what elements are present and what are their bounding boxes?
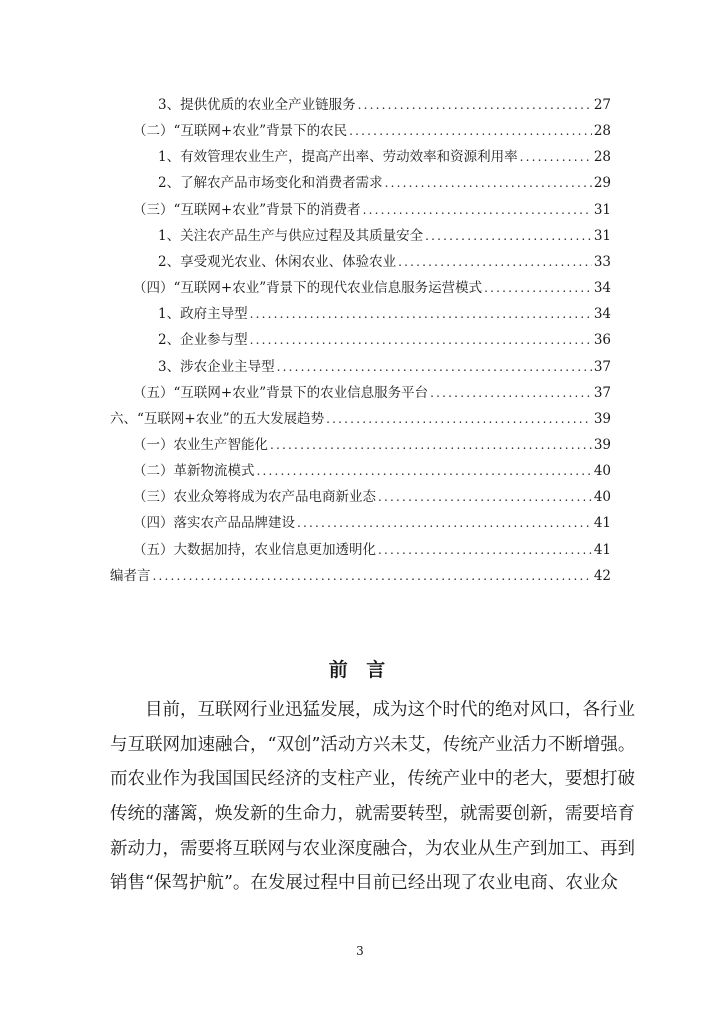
preface-title: 前 言: [328, 659, 392, 681]
toc-entry-title: 1、关注农产品生产与供应过程及其质量安全: [158, 227, 424, 244]
toc-leader-dots: [326, 413, 592, 425]
toc-entry[interactable]: [133, 193, 611, 219]
preface-line: 传统的藩篱，焕发新的生命力，就需要转型，就需要创新，需要培育: [110, 804, 635, 825]
toc-leader-dots: [398, 256, 592, 268]
toc-entry[interactable]: [158, 166, 611, 192]
toc-entry-title: 2、企业参与型: [158, 332, 248, 349]
toc-leader-dots: [358, 99, 592, 111]
toc-leader-dots: [270, 439, 592, 451]
toc-leader-dots: [425, 230, 592, 242]
toc-entry[interactable]: [133, 428, 611, 454]
toc-entry-title: （五）“互联网+农业”背景下的农业信息服务平台: [133, 384, 429, 401]
toc-entry-title: （二）革新物流模式: [133, 463, 255, 480]
preface-line: 与互联网加速融合，“双创”活动方兴未艾，传统产业活力不断增强。: [110, 734, 636, 755]
toc-entry-page: 34: [593, 306, 611, 323]
toc-entry-title: 2、了解农产品市场变化和消费者需求: [158, 175, 383, 192]
preface-line: 而农业作为我国国民经济的支柱产业，传统产业中的老大，要想打破: [110, 769, 635, 790]
toc-entry-page: 28: [593, 149, 611, 166]
preface-line: 新动力，需要将互联网与农业深度融合，为农业从生产到加工、再到: [110, 838, 635, 859]
toc-leader-dots: [153, 570, 592, 582]
toc-entry-title: （一）农业生产智能化: [133, 436, 268, 453]
toc-leader-dots: [484, 282, 592, 294]
toc-entry-page: 40: [593, 489, 611, 506]
preface-line: 销售“保驾护航”。在发展过程中目前已经出现了农业电商、农业众: [110, 873, 618, 894]
toc-leader-dots: [250, 308, 592, 320]
toc-entry-title: 编者言: [110, 567, 151, 584]
preface-line: 目前，互联网行业迅猛发展，成为这个时代的绝对风口，各行业: [145, 700, 635, 720]
page-number: 3: [356, 944, 364, 958]
toc-entry[interactable]: [158, 140, 611, 166]
toc-entry-title: （三）农业众筹将成为农产品电商新业态: [133, 489, 376, 506]
toc-entry[interactable]: [158, 323, 611, 349]
toc-leader-dots: [349, 125, 592, 137]
toc-entry[interactable]: [158, 88, 611, 114]
toc-entry-page: 36: [593, 332, 611, 349]
toc-leader-dots: [250, 334, 592, 346]
toc-entry-page: 41: [593, 541, 611, 558]
toc-entry-title: 3、涉农企业主导型: [158, 358, 275, 375]
toc-entry[interactable]: [158, 297, 611, 323]
toc-leader-dots: [430, 387, 592, 399]
toc-leader-dots: [277, 361, 592, 373]
toc-entry[interactable]: [133, 533, 611, 559]
toc-leader-dots: [363, 204, 592, 216]
toc-entry[interactable]: [133, 271, 611, 297]
toc-entry-page: 41: [593, 515, 611, 532]
toc-entry[interactable]: [133, 114, 611, 140]
toc-entry-page: 31: [593, 201, 611, 218]
toc-entry-page: 39: [593, 436, 611, 453]
toc-leader-dots: [297, 517, 592, 529]
toc-entry[interactable]: [158, 245, 611, 271]
toc-leader-dots: [385, 177, 592, 189]
toc-entry[interactable]: [133, 506, 611, 532]
toc-entry-title: （四）“互联网+农业”背景下的现代农业信息服务运营模式: [133, 280, 483, 297]
toc-entry-page: 37: [593, 358, 611, 375]
toc-entry[interactable]: [133, 454, 611, 480]
toc-entry-page: 40: [593, 463, 611, 480]
toc-entry-page: 34: [593, 280, 611, 297]
toc-leader-dots: [520, 151, 592, 163]
toc-entry-title: 六、“互联网+农业”的五大发展趋势: [110, 410, 325, 427]
toc-entry-title: （五）大数据加持，农业信息更加透明化: [133, 541, 376, 558]
toc-entry-page: 33: [593, 253, 611, 270]
preface-body: [110, 693, 636, 901]
toc-leader-dots: [378, 491, 592, 503]
toc-entry-title: 1、有效管理农业生产，提高产出率、劳动效率和资源利用率: [158, 149, 518, 166]
toc-entry[interactable]: [158, 219, 611, 245]
toc-entry-title: （四）落实农产品品牌建设: [133, 515, 295, 532]
toc-entry[interactable]: [110, 402, 611, 428]
toc-entry[interactable]: [110, 559, 611, 585]
toc-entry[interactable]: [133, 480, 611, 506]
toc-entry-page: 29: [593, 175, 611, 192]
toc-leader-dots: [257, 465, 592, 477]
toc-entry-title: 2、享受观光农业、休闲农业、体验农业: [158, 253, 397, 270]
toc-leader-dots: [378, 544, 592, 556]
toc-entry-page: 27: [593, 97, 611, 113]
toc-entry-title: （三）“互联网+农业”背景下的消费者: [133, 201, 361, 218]
toc-entry[interactable]: [133, 376, 611, 402]
toc-entry-title: 1、政府主导型: [158, 306, 248, 323]
toc-entry-title: （二）“互联网+农业”背景下的农民: [133, 123, 348, 140]
toc-entry[interactable]: [158, 350, 611, 376]
toc-entry-page: 42: [593, 567, 611, 584]
toc-entry-page: 28: [593, 123, 611, 140]
toc-entry-title: 3、提供优质的农业全产业链服务: [158, 97, 356, 113]
toc-entry-page: 37: [593, 384, 611, 401]
toc-entry-page: 39: [593, 410, 611, 427]
toc-entry-page: 31: [593, 227, 611, 244]
